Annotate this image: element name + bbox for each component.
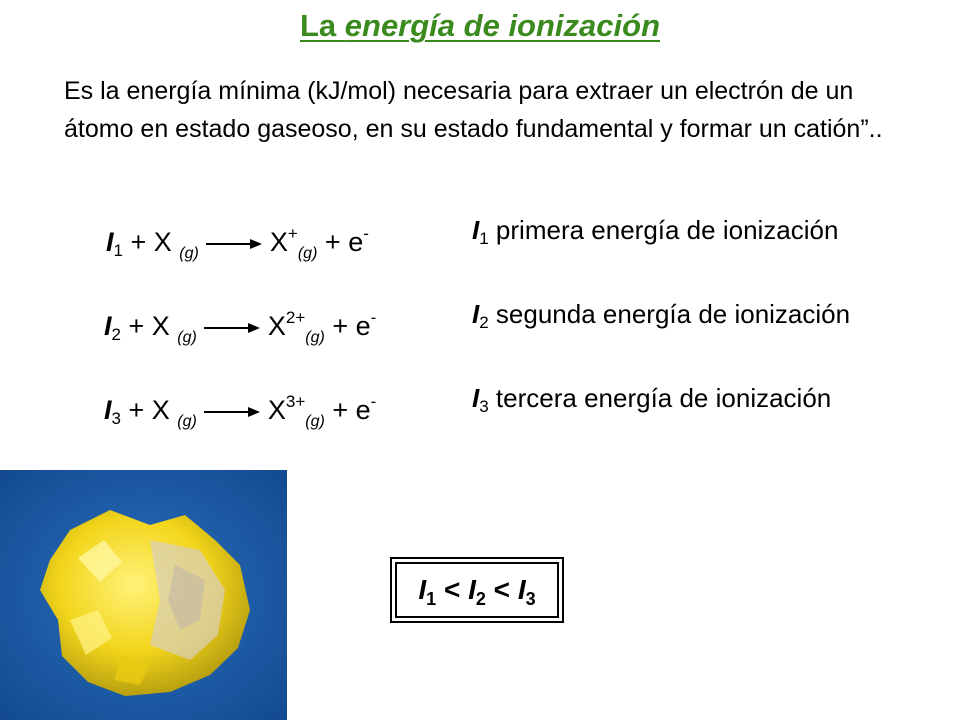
reaction-arrow-icon <box>206 234 262 254</box>
eq2-electron-charge: - <box>370 308 377 327</box>
description-2 <box>472 294 850 343</box>
desc3-index: 3 <box>479 397 489 416</box>
desc2-symbol: I <box>472 299 480 329</box>
eq3-charge: 3+ <box>285 392 306 411</box>
equation-2 <box>104 298 376 358</box>
eq1-electron: + e <box>324 227 364 257</box>
title-emphasis: energía de ionización <box>344 8 661 43</box>
order-i3-symbol: I <box>517 574 526 605</box>
desc3-text: tercera energía de ionización <box>488 383 832 413</box>
eq3-electron: + e <box>332 395 371 425</box>
crystal-icon <box>0 470 287 720</box>
eq3-electron-charge: - <box>370 392 377 411</box>
desc2-index: 2 <box>479 313 489 332</box>
slide-title <box>0 8 960 44</box>
eq1-index: 1 <box>113 241 123 260</box>
definition-text: Es la energía mínima (kJ/mol) necesaria para extraer un electrón de un átomo en estado gaseoso, en su estado fundamental y formar un catión”.. <box>64 77 883 143</box>
order-lt-1: < <box>443 574 461 605</box>
eq2-symbol: I <box>104 311 112 341</box>
desc1-text: primera energía de ionización <box>488 215 839 245</box>
order-i1-index: 1 <box>426 589 437 609</box>
description-3 <box>472 378 831 427</box>
order-i2-index: 2 <box>475 589 486 609</box>
desc1-symbol: I <box>472 215 480 245</box>
ionization-order-box <box>395 562 559 618</box>
order-i2-symbol: I <box>468 574 476 605</box>
eq1-electron-charge: - <box>363 224 369 243</box>
description-1 <box>472 210 838 259</box>
eq1-reactant: + X <box>130 227 172 257</box>
equation-3 <box>104 382 376 442</box>
eq3-state2: (g) <box>305 413 325 430</box>
order-i1-symbol: I <box>418 574 427 605</box>
eq3-symbol: I <box>104 395 112 425</box>
eq2-charge: 2+ <box>285 308 306 327</box>
eq3-state1: (g) <box>177 413 197 430</box>
eq1-product: X <box>269 227 288 257</box>
eq2-index: 2 <box>111 325 121 344</box>
yellow-crystal-sample-image <box>0 470 287 720</box>
desc3-symbol: I <box>472 383 480 413</box>
eq2-state2: (g) <box>305 329 325 346</box>
reaction-arrow-icon <box>204 318 260 338</box>
eq2-reactant: + X <box>128 311 170 341</box>
order-i3-index: 3 <box>525 589 536 609</box>
eq1-charge: + <box>287 224 298 243</box>
desc2-text: segunda energía de ionización <box>488 299 851 329</box>
eq3-reactant: + X <box>128 395 170 425</box>
order-lt-2: < <box>493 574 511 605</box>
eq2-product: X <box>267 311 286 341</box>
equation-1 <box>106 214 369 274</box>
reaction-arrow-icon <box>204 402 260 422</box>
eq3-index: 3 <box>111 409 121 428</box>
eq3-product: X <box>267 395 286 425</box>
desc1-index: 1 <box>479 229 489 248</box>
title-prefix: La <box>299 8 345 43</box>
eq1-symbol: I <box>106 227 114 257</box>
eq1-state2: (g) <box>297 245 318 262</box>
eq2-state1: (g) <box>177 329 197 346</box>
eq1-state1: (g) <box>179 245 199 262</box>
eq2-electron: + e <box>332 311 371 341</box>
